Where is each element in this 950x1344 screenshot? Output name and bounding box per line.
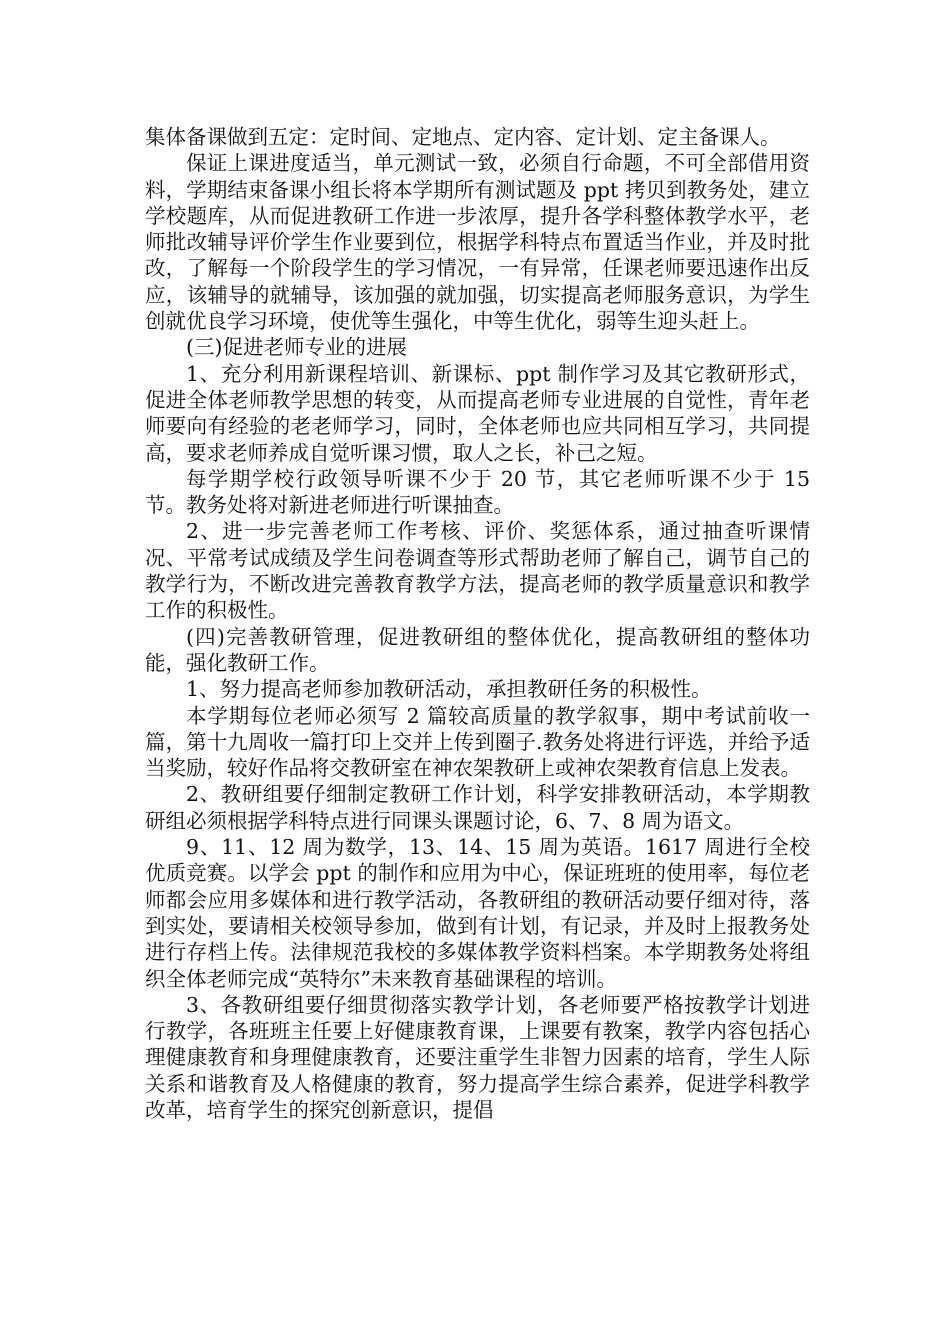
- paragraph-item-1-training: 1、充分利用新课程培训、新课标、ppt 制作学习及其它教研形式，促进全体老师教学思想的转变，从而提高老师专业进展的自觉性，青年老师要向有经验的老老师学习，同时，全体老师也应共同相互学习，共同提高，要求老师养成自觉听课习惯，取人之长，补己之短。: [145, 361, 810, 465]
- section-heading-3: (三)促进老师专业的进展: [186, 335, 407, 360]
- paragraph-item-3-implementation: 3、各教研组要仔细贯彻落实教学计划，各老师要严格按教学计划进行教学，各班班主任要上好健康教育课，上课要有教案，教学内容包括心理健康教育和身理健康教育，还要注重学生非智力因素的培育，学生人际关系和谐教育及人格健康的教育，努力提高学生综合素养，促进学科教学改革，培育学生的探究创新意识，提倡: [145, 992, 810, 1122]
- paragraph-item-2-research-plan: 2、教研组要仔细制定教研工作计划，科学安排教研活动，本学期教研组必须根据学科特点进行同课头课题讨论，6、7、8 周为语文。: [145, 782, 810, 833]
- paragraph-lesson-observation: 每学期学校行政领导听课不少于 20 节，其它老师听课不少于 15 节。教务处将对新进老师进行听课抽查。: [145, 466, 810, 518]
- paragraph-schedule-and-multimedia: 9、11、12 周为数学，13、14、15 周为英语。1617 周进行全校优质竞赛。以学会 ppt 的制作和应用为中心，保证班班的使用率，每位老师都会应用多媒体和进行教学活动，各教研组的教研活动要仔细对待，落到实处，要请相关校领导参加，做到有计划，有记录，并及时上报教务处进行存档上传。法律规范我校的多媒体教学资料档案。本学期教务处将组织全体老师完成“英特尔”未来教育基础课程的培训。: [145, 835, 810, 991]
- paragraph-teaching-narrative: 本学期每位老师必须写 2 篇较高质量的教学叙事，期中考试前收一篇，第十九周收一篇打印上交并上传到圈子.教务处将进行评选，并给予适当奖励，较好作品将交教研室在神农架教研上或神农架教育信息上发表。: [145, 703, 810, 781]
- paragraph-continuation: 集体备课做到五定：定时间、定地点、定内容、定计划、定主备课人。: [145, 125, 781, 149]
- paragraph-item-1-participation: 1、努力提高老师参加教研活动，承担教研任务的积极性。: [186, 677, 712, 702]
- paragraph-item-2-evaluation: 2、进一步完善老师工作考核、评价、奖惩体系，通过抽查听课情况、平常考试成绩及学生问卷调查等形式帮助老师了解自己，调节自己的教学行为，不断改进完善教育教学方法，提高老师的教学质量意识和教学工作的积极性。: [145, 519, 810, 623]
- paragraph-progress-and-testing: 保证上课进度适当，单元测试一致，必须自行命题，不可全部借用资料，学期结束备课小组长将本学期所有测试题及 ppt 拷贝到教务处，建立学校题库，从而促进教研工作进一步浓厚，提升各学科整体教学水平，老师批改辅导评价学生作业要到位，根据学科特点布置适当作业，并及时批改，了解每一个阶段学生的学习情况，一有异常，任课老师要迅速作出反应，该辅导的就辅导，该加强的就加强，切实提高老师服务意识，为学生创就优良学习环境，使优等生强化，中等生优化，弱等生迎头赶上。: [145, 151, 810, 334]
- section-heading-4: (四)完善教研管理，促进教研组的整体优化，提高教研组的整体功能，强化教研工作。: [145, 624, 810, 675]
- document-page: [145, 124, 810, 1123]
